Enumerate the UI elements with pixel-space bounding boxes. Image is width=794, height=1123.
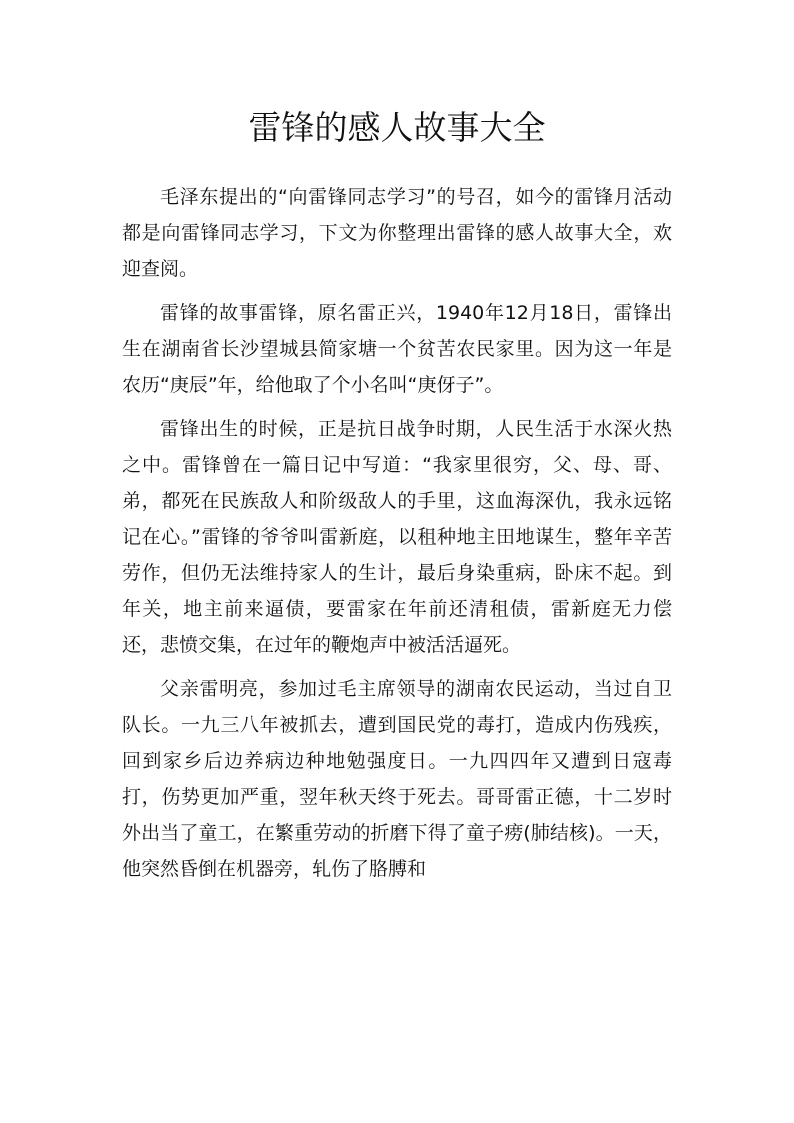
paragraph: 雷锋出生的时候，正是抗日战争时期，人民生活于水深火热之中。雷锋曾在一篇日记中写道：“我家里很穷，父、母、哥、弟，都死在民族敌人和阶级敌人的手里，这血海深仇，我永远铭记在心。”雷锋的爷爷叫雷新庭，以租种地主田地谋生，整年辛苦劳作，但仍无法维持家人的生计，最后身染重病，卧床不起。到年关，地主前来逼债，要雷家在年前还清租债，雷新庭无力偿还，悲愤交集，在过年的鞭炮声中被活活逼死。	[122, 418, 672, 656]
document-title: 雷锋的感人故事大全	[248, 108, 546, 147]
paragraph: 父亲雷明亮，参加过毛主席领导的湖南农民运动，当过自卫队长。一九三八年被抓去，遭到国民党的毒打，造成内伤残疾，回到家乡后边养病边种地勉强度日。一九四四年又遭到日寇毒打，伤势更加严重，翌年秋天终于死去。哥哥雷正德，十二岁时外出当了童工，在繁重劳动的折磨下得了童子痨(肺结核)。一天，他突然昏倒在机器旁，轧伤了胳膊和	[122, 678, 672, 880]
document-body	[122, 179, 672, 895]
paragraph: 雷锋的故事雷锋，原名雷正兴，1940年12月18日，雷锋出生在湖南省长沙望城县简家塘一个贫苦农民家里。因为这一年是农历“庚辰”年，给他取了个小名叫“庚伢子”。	[122, 302, 672, 396]
paragraph: 毛泽东提出的“向雷锋同志学习”的号召，如今的雷锋月活动都是向雷锋同志学习，下文为你整理出雷锋的感人故事大全，欢迎查阅。	[122, 186, 672, 280]
